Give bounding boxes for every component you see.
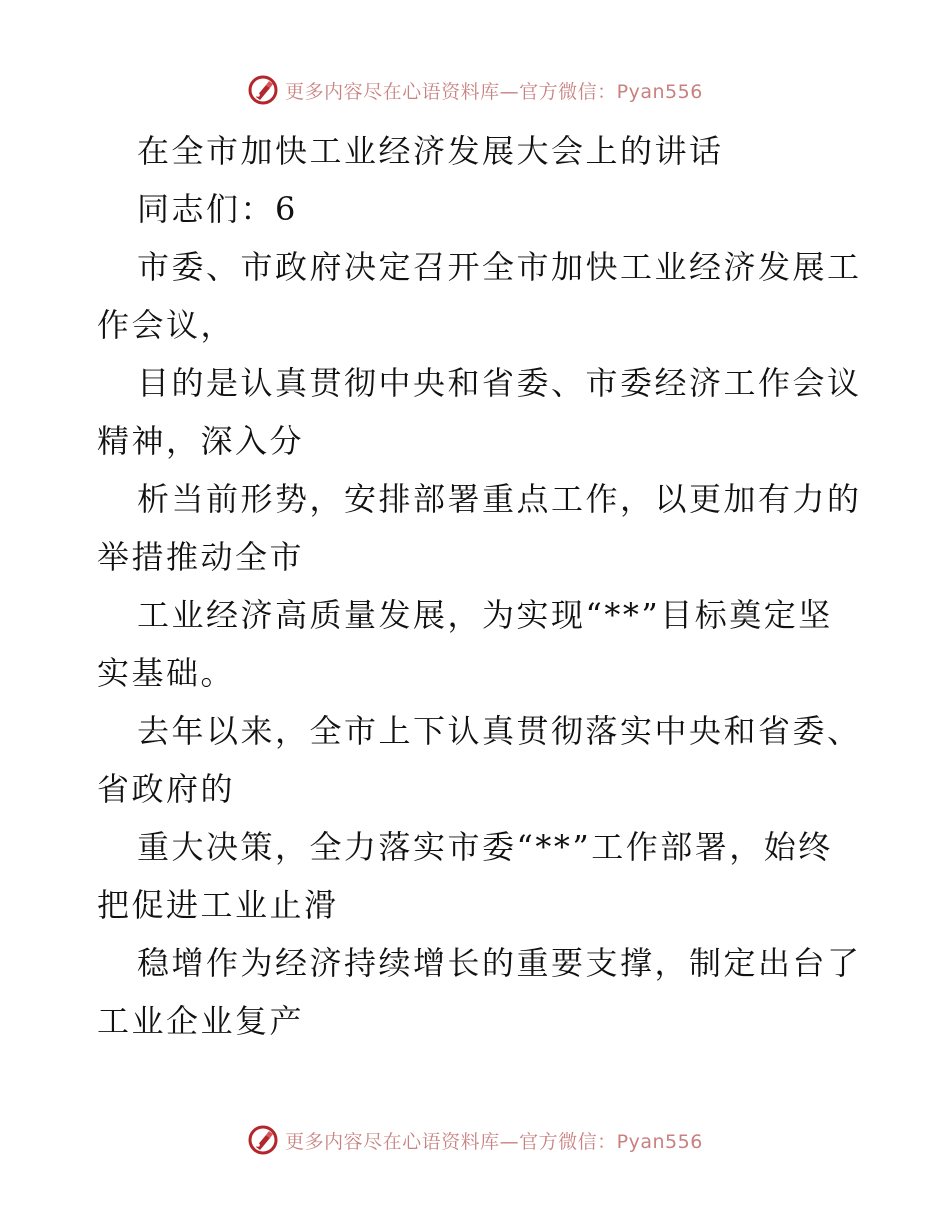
paragraph-continuation-line: 把促进工业止滑 [97, 886, 339, 924]
paragraph-line: 同志们：6 [137, 190, 298, 228]
watermark-text: 更多内容尽在心语资料库—官方微信：Pyan556 [285, 1130, 703, 1153]
pen-logo-icon [247, 1124, 279, 1156]
paragraph-line: 工业经济高质量发展，为实现“**”目标奠定坚 [137, 596, 833, 634]
paragraph-continuation-line: 举措推动全市 [97, 538, 305, 576]
paragraph-line: 析当前形势，安排部署重点工作，以更加有力的 [137, 480, 862, 518]
paragraph-line: 重大决策，全力落实市委“**”工作部署，始终 [137, 828, 833, 866]
paragraph-line: 市委、市政府决定召开全市加快工业经济发展工 [137, 248, 862, 286]
document-body [97, 122, 862, 1050]
header-watermark [0, 70, 950, 110]
paragraph-line: 去年以来，全市上下认真贯彻落实中央和省委、 [137, 712, 862, 750]
watermark-text: 更多内容尽在心语资料库—官方微信：Pyan556 [285, 80, 703, 103]
paragraph-line: 在全市加快工业经济发展大会上的讲话 [137, 132, 724, 170]
paragraph-line: 目的是认真贯彻中央和省委、市委经济工作会议 [137, 364, 862, 402]
footer-watermark [0, 1120, 950, 1160]
paragraph-continuation-line: 实基础。 [97, 654, 236, 692]
paragraph-continuation-line: 作会议， [97, 306, 236, 344]
paragraph-continuation-line: 省政府的 [97, 770, 236, 808]
paragraph-line: 稳增作为经济持续增长的重要支撑，制定出台了 [137, 944, 862, 982]
paragraph-continuation-line: 精神，深入分 [97, 422, 305, 460]
pen-logo-icon [247, 74, 279, 106]
paragraph-continuation-line: 工业企业复产 [97, 1002, 305, 1040]
